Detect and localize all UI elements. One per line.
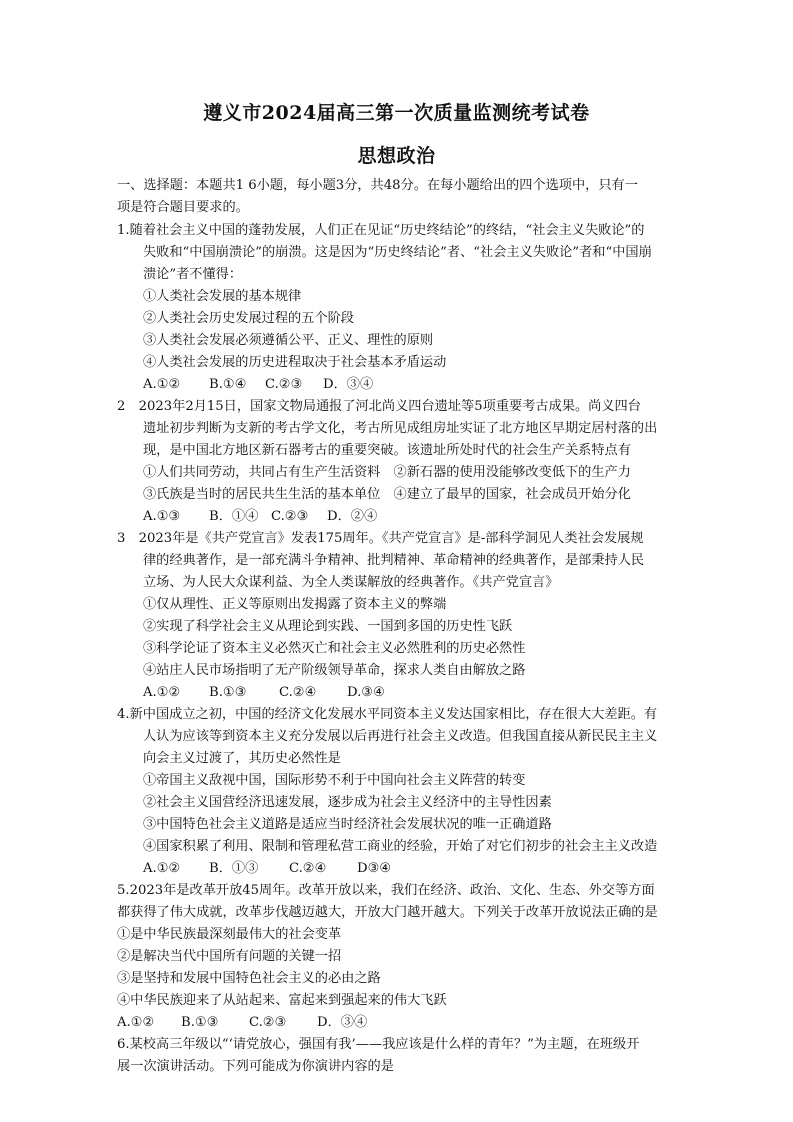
section-heading-line1: 一、选择题：本题共1 6小题，每小题3分，共48分。在每小题给出的四个选项中，只有一	[117, 178, 638, 193]
subject-title: 思想政治	[357, 145, 436, 167]
q5-stem-line1: 5.2023年是改革开放45周年。改革开放以来，我们在经济、政治、文化、生态、外交等方面	[117, 883, 655, 898]
exam-title: 遵义市2024届高三第一次质量监测统考试卷	[203, 102, 590, 124]
q3-option-b: B.①③	[209, 685, 247, 700]
q1-option-c: C.②③	[265, 377, 303, 392]
q2-stem-line2: 遗址初步判断为支新的考古学文化，考古所见成组房址实证了北方地区早期定居村落的出	[143, 421, 658, 436]
q4-option-a: A.①②	[143, 861, 181, 876]
q1-options	[143, 376, 373, 394]
q5-item-3: ③是坚持和发展中国特色社会主义的必由之路	[117, 971, 381, 986]
q1-stem-line3: 溃论”者不懂得：	[143, 267, 243, 282]
q3-option-a: A.①②	[143, 685, 181, 700]
q4-item-2: ②社会主义国营经济迅速发展，逐步成为社会主义经济中的主导性因素	[143, 795, 552, 810]
q5-item-1: ①是中华民族最深刻最伟大的社会变革	[117, 927, 342, 942]
q3-option-c: C.②④	[279, 685, 317, 700]
q5-item-2: ②是解决当代中国所有问题的关键一招	[117, 949, 342, 964]
q4-stem-line3: 向会主义过渡了，其历史必然性是	[143, 751, 341, 766]
q6-stem-line1: 6.某校高三年级以“‘请党放心，强国有我’——我应该是什么样的青年？”为主题，在班级开	[117, 1037, 640, 1052]
q5-option-d: D．③④	[317, 1015, 368, 1030]
q5-options	[117, 1014, 367, 1032]
q2-item-row1: ①人们共同劳动，共同占有生产生活资料 ②新石器的使用没能够改变低下的生产力	[143, 465, 631, 480]
q1-stem-line2: 失败和“中国崩溃论”的崩溃。这是因为“历史终结论”者、“社会主义失败论”者和“中国崩	[143, 245, 652, 260]
q4-stem-line2: 人认为应该等到资本主义充分发展以后再进行社会主义改造。但我国直接从新民民主主义	[143, 729, 658, 744]
q2-option-d: D．②④	[327, 509, 378, 524]
q5-option-c: C.②③	[249, 1015, 287, 1030]
q1-item-2: ②人类社会历史发展过程的五个阶段	[143, 311, 354, 326]
q3-item-2: ②实现了科学社会主义从理论到实践、一国到多国的历史性飞跃	[143, 619, 513, 634]
q1-option-a: A.①②	[143, 377, 181, 392]
q2-option-b: B．①④	[209, 509, 259, 524]
q2-stem-line1: 2 2023年2月15日，国家文物局通报了河北尚义四台遗址等5项重要考古成果。尚义四台	[117, 399, 641, 414]
q2-options	[143, 508, 377, 526]
q2-option-c: C.②③	[271, 509, 309, 524]
q5-stem-line2: 都获得了伟大成就，改革步伐越迈越大，开放大门越开越大。下列关于改革开放说法正确的是	[117, 905, 658, 920]
q3-option-d: D.③④	[347, 685, 385, 700]
q2-stem-line3: 现，是中国北方地区新石器考古的重要突破。该遗址所处时代的社会生产关系特点有	[143, 443, 631, 458]
q3-item-3: ③科学论证了资本主义必然灭亡和社会主义必然胜利的历史必然性	[143, 641, 526, 656]
q3-stem-line3: 立场、为人民大众谋利益、为全人类谋解放的经典著作。《共产党宣言》	[143, 575, 559, 590]
q4-item-4: ④国家积累了利用、限制和管理私营工商业的经验，开始了对它们初步的社会主主义改造	[143, 839, 658, 854]
q4-option-d: D③④	[357, 861, 392, 876]
q3-item-1: ①仅从理性、正义等原则出发揭露了资本主义的弊端	[143, 597, 447, 612]
q4-options	[143, 860, 391, 878]
q4-item-3: ③中国特色社会主义道路是适应当时经济社会发展状况的唯一正确道路	[143, 817, 552, 832]
q1-option-b: B.①④	[209, 377, 247, 392]
q1-item-4: ④人类社会发展的历史进程取决于社会基本矛盾运动	[143, 355, 447, 370]
q4-stem-line1: 4.新中国成立之初，中国的经济文化发展水平同资本主义发达国家相比，存在很大大差距。有	[117, 707, 658, 722]
q5-item-4: ④中华民族迎来了从站起来、富起来到强起来的伟大飞跃	[117, 993, 447, 1008]
q5-option-b: B.①③	[181, 1015, 219, 1030]
q5-option-a: A.①②	[117, 1015, 155, 1030]
q3-item-4: ④站庄人民市场指明了无产阶级领导革命，探求人类自由解放之路	[143, 663, 526, 678]
q4-item-1: ①帝国主义敌视中国，国际形势不利于中国向社会主义阵营的转变	[143, 773, 526, 788]
section-heading-line2: 项是符合题目要求的。	[117, 200, 249, 215]
q1-item-3: ③人类社会发展必须遵循公平、正义、理性的原则	[143, 333, 434, 348]
q3-options	[143, 684, 385, 702]
q4-option-b: B．①③	[209, 861, 259, 876]
q4-option-c: C.②④	[289, 861, 327, 876]
q2-item-row2: ③氏族是当时的居民共生生活的基本单位 ④建立了最早的国家，社会成员开始分化	[143, 487, 631, 502]
q3-stem-line2: 律的经典著作，是一部充满斗争精神、批判精神、革命精神的经典著作，是部秉持人民	[143, 553, 645, 568]
q6-stem-line2: 展一次演讲活动。下列可能成为你演讲内容的是	[117, 1059, 394, 1074]
q1-option-d: D．③④	[323, 377, 374, 392]
q2-option-a: A.①③	[143, 509, 181, 524]
q3-stem-line1: 3 2023年是《共产党宣言》发表175周年。《共产党宣言》是-部科学洞见人类社会发展规	[117, 531, 644, 546]
q1-item-1: ①人类社会发展的基本规律	[143, 289, 302, 304]
q1-stem-line1: 1.随着社会主义中国的蓬勃发展，人们正在见证“历史终结论”的终结，“社会主义失败论”的	[117, 223, 645, 238]
